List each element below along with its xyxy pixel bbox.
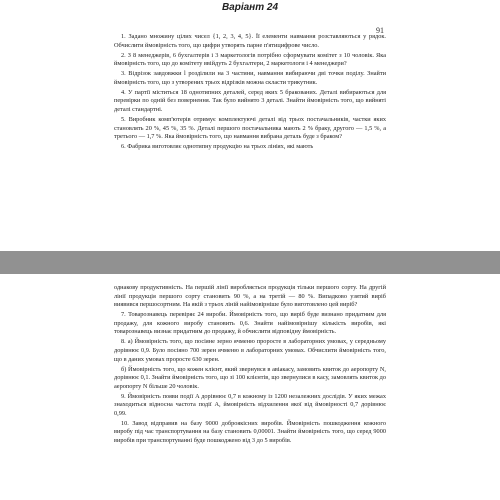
page-number: 91 <box>376 26 384 35</box>
problem-8a: 8. а) Ймовірність того, що посіяне зерно ячменю проросте в лабораторних умовах, у середньому дорівнює 0,9. Було посіяно 700 зерен ячменю в лабораторних умовах. Обчислити ймовірність того, що в даних умовах проросте 630 зерен. <box>114 338 386 363</box>
problem-2: 2. З 8 менеджерів, 6 бухгалтерів і 3 маркетологів потрібно сформувати комітет з 10 чоловік. Яка ймовірність того, що до комітету ввійдуть 2 бухгалтери, 2 маркетологи і 4 менеджери? <box>114 51 386 68</box>
problem-6-continued: однакову продуктивність. На першій лінії виробляється продукція тільки першого сорту. На другій лінії продукція першого сорту становить 90 %, а на третій — 80 %. Випадково узятий виріб виявився першосортним. На якій з трьох ліній найімовірніше було виготовлено цей виріб? <box>114 284 386 309</box>
bottom-page-text <box>114 284 386 447</box>
page-separator <box>0 251 500 274</box>
problem-8b: б) Ймовірність того, що кожен клієнт, який звернувся в авіакасу, замовить квиток до аеропорту N, дорівнює 0,1. Знайти ймовірність того, що зі 100 клієнтів, що звернулися в касу, замовлять квиток до аеропорту N більше 20 чоловік. <box>114 365 386 390</box>
problem-5: 5. Виробник комп'ютерів отримує комплектуючі деталі від трьох постачальників, частки яких становлять 20 %, 45 %, 35 %. Деталі першого постачальника мають 2 % браку, другого — 1,5 %, а третього — 1,7 %. Яка ймовірність того, що навмання вибрана деталь буде з браком? <box>114 115 386 141</box>
problem-6-start: 6. Фабрика виготовляє однотипну продукцію на трьох лініях, які мають <box>121 143 314 151</box>
problem-7: 7. Товарознавець перевіряє 24 вироби. Ймовірність того, що виріб буде визнано придатним для продажу, для кожного виробу становить 0,6. Знайти найімовірнішу кількість виробів, які товарознавець визнає придатним до продажу, й обчислити відповідну ймовірність. <box>114 311 386 336</box>
problem-4: 4. У партії міститься 18 однотипних деталей, серед яких 5 бракованих. Деталі вибираються для перевірки по одній без повернення. Так було вийнято 3 деталі. Знайти ймовірність того, що вийняті деталі стандартні. <box>114 88 386 113</box>
problem-10: 10. Завод відправив на базу 9000 доброякісних виробів. Ймовірність пошкодження кожного виробу під час транспортування на базу становить 0,00001. Знайти ймовірність того, що серед 9000 виробів при транспортуванні буде пошкоджено від 3 до 5 виробів. <box>114 419 386 445</box>
problem-1: 1. Задано множину цілих чисел {1, 2, 3, 4, 5}. Її елементи навмання розставляються у рядок. Обчислити ймовірність того, що цифри утворять парне п'ятицифрове число. <box>114 33 386 49</box>
problem-3: 3. Відрізок завдовжки l розділили на 3 частини, навмання вибираючи дві точки поділу. Знайти ймовірність того, що з утворених трьох відрізків можна скласти трикутник. <box>114 70 386 86</box>
problem-9: 9. Ймовірність появи події A дорівнює 0,7 в кожному із 1200 незалежних дослідів. У яких межах знаходиться відносна частота події A, ймовірність відхилення якої від ймовірності 0,7 дорівнює 0,99. <box>114 392 386 417</box>
variant-title: Варіант 24 <box>221 2 279 13</box>
top-page-text <box>114 33 386 153</box>
